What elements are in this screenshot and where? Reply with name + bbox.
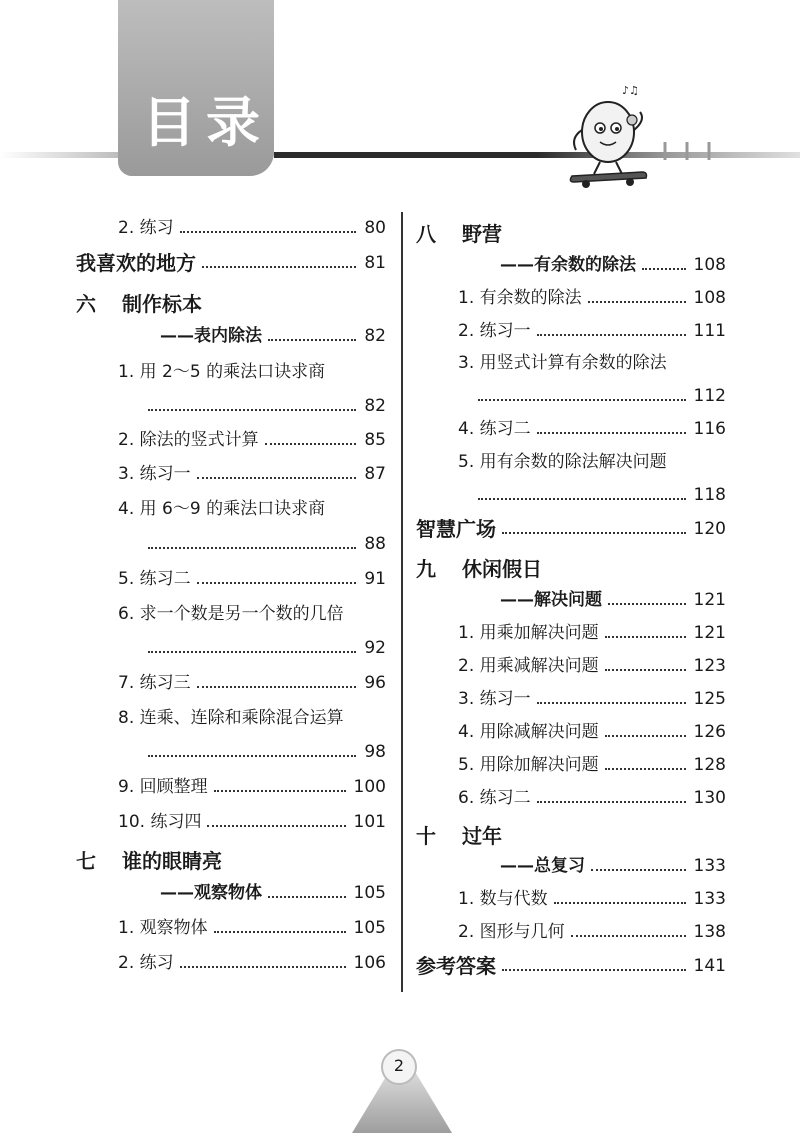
unit-subtitle-entry[interactable]: ——总复习 133	[500, 856, 726, 876]
toc-entry[interactable]: 5. 用有余数的除法解决问题	[458, 452, 667, 472]
toc-entry[interactable]: 3. 练习一 87	[118, 464, 386, 484]
dot-leader	[537, 334, 686, 336]
dot-leader	[268, 896, 346, 898]
dot-leader	[591, 869, 686, 871]
dot-leader	[537, 801, 686, 803]
dot-leader	[478, 399, 686, 401]
dot-leader	[202, 266, 356, 268]
dot-leader	[588, 301, 686, 303]
dot-leader	[180, 231, 357, 233]
dot-leader	[502, 532, 686, 534]
egg-mascot-illustration	[560, 80, 730, 190]
page-title: 目录	[142, 91, 270, 154]
page-number-badge	[352, 1040, 452, 1133]
toc-entry-continuation[interactable]: 98	[148, 741, 386, 763]
dot-leader	[148, 651, 356, 653]
unit-subtitle-entry[interactable]: ——解决问题 121	[500, 590, 726, 610]
unit-subtitle-entry[interactable]: ——观察物体 105	[160, 883, 386, 903]
toc-entry-continuation[interactable]: 92	[148, 637, 386, 659]
unit-heading[interactable]: 七 谁的眼睛亮	[76, 849, 222, 873]
toc-section-entry[interactable]: 我喜欢的地方 81	[76, 251, 386, 275]
toc-entry[interactable]: 1. 用乘加解决问题 121	[458, 623, 726, 643]
toc-section-entry[interactable]: 智慧广场 120	[416, 517, 726, 541]
svg-text:♪♫: ♪♫	[622, 84, 639, 97]
dot-leader	[265, 443, 357, 445]
dot-leader	[197, 477, 357, 479]
toc-entry[interactable]: 10. 练习四 101	[118, 812, 386, 832]
toc-entry[interactable]: 4. 练习二 116	[458, 419, 726, 439]
dot-leader	[642, 268, 686, 270]
dot-leader	[148, 409, 356, 411]
toc-entry[interactable]: 5. 练习二 91	[118, 569, 386, 589]
toc-entry[interactable]: 9. 回顾整理 100	[118, 777, 386, 797]
unit-heading[interactable]: 六 制作标本	[76, 292, 202, 316]
toc-entry[interactable]: 1. 观察物体 105	[118, 918, 386, 938]
header-rule-left	[0, 152, 118, 158]
dot-leader	[605, 669, 686, 671]
dot-leader	[180, 966, 346, 968]
toc-entry[interactable]: 2. 练习 106	[118, 953, 386, 973]
dot-leader	[148, 755, 356, 757]
dot-leader	[502, 969, 686, 971]
toc-entry-continuation[interactable]: 118	[478, 484, 726, 506]
toc-entry[interactable]: 2. 用乘减解决问题 123	[458, 656, 726, 676]
page-number: 2	[393, 1056, 405, 1075]
unit-heading[interactable]: 八 野营	[416, 222, 502, 246]
toc-entry[interactable]: 4. 用 6～9 的乘法口诀求商	[118, 499, 326, 519]
toc-entry[interactable]: 6. 求一个数是另一个数的几倍	[118, 604, 344, 624]
toc-entry[interactable]: 3. 练习一 125	[458, 689, 726, 709]
dot-leader	[197, 582, 357, 584]
toc-entry[interactable]: 2. 练习 80	[118, 218, 386, 238]
dot-leader	[571, 935, 686, 937]
column-divider	[401, 212, 403, 992]
toc-entry[interactable]: 1. 数与代数 133	[458, 889, 726, 909]
toc-entry[interactable]: 1. 用 2～5 的乘法口诀求商	[118, 362, 326, 382]
dot-leader	[268, 339, 356, 341]
toc-entry[interactable]: 2. 练习一 111	[458, 321, 726, 341]
dot-leader	[605, 768, 686, 770]
toc-entry-continuation[interactable]: 88	[148, 533, 386, 555]
toc-entry[interactable]: 6. 练习二 130	[458, 788, 726, 808]
dot-leader	[207, 825, 345, 827]
toc-section-entry[interactable]: 参考答案 141	[416, 954, 726, 978]
toc-entry[interactable]: 2. 图形与几何 138	[458, 922, 726, 942]
dot-leader	[478, 498, 686, 500]
dot-leader	[148, 547, 356, 549]
toc-entry[interactable]: 3. 用竖式计算有余数的除法	[458, 353, 667, 373]
toc-entry[interactable]: 1. 有余数的除法 108	[458, 288, 726, 308]
toc-entry-continuation[interactable]: 82	[148, 395, 386, 417]
toc-entry[interactable]: 5. 用除加解决问题 128	[458, 755, 726, 775]
unit-heading[interactable]: 九 休闲假日	[416, 557, 542, 581]
unit-heading[interactable]: 十 过年	[416, 824, 502, 848]
unit-subtitle-entry[interactable]: ——有余数的除法 108	[500, 255, 726, 275]
unit-subtitle-entry[interactable]: ——表内除法 82	[160, 326, 386, 346]
dot-leader	[214, 790, 346, 792]
toc-entry[interactable]: 7. 练习三 96	[118, 673, 386, 693]
toc-entry[interactable]: 2. 除法的竖式计算 85	[118, 430, 386, 450]
dot-leader	[554, 902, 686, 904]
toc-entry[interactable]: 4. 用除减解决问题 126	[458, 722, 726, 742]
dot-leader	[537, 432, 686, 434]
dot-leader	[197, 686, 357, 688]
toc-entry-continuation[interactable]: 112	[478, 385, 726, 407]
dot-leader	[214, 931, 346, 933]
dot-leader	[605, 636, 686, 638]
dot-leader	[537, 702, 686, 704]
dot-leader	[608, 603, 686, 605]
dot-leader	[605, 735, 686, 737]
toc-entry[interactable]: 8. 连乘、连除和乘除混合运算	[118, 708, 344, 728]
